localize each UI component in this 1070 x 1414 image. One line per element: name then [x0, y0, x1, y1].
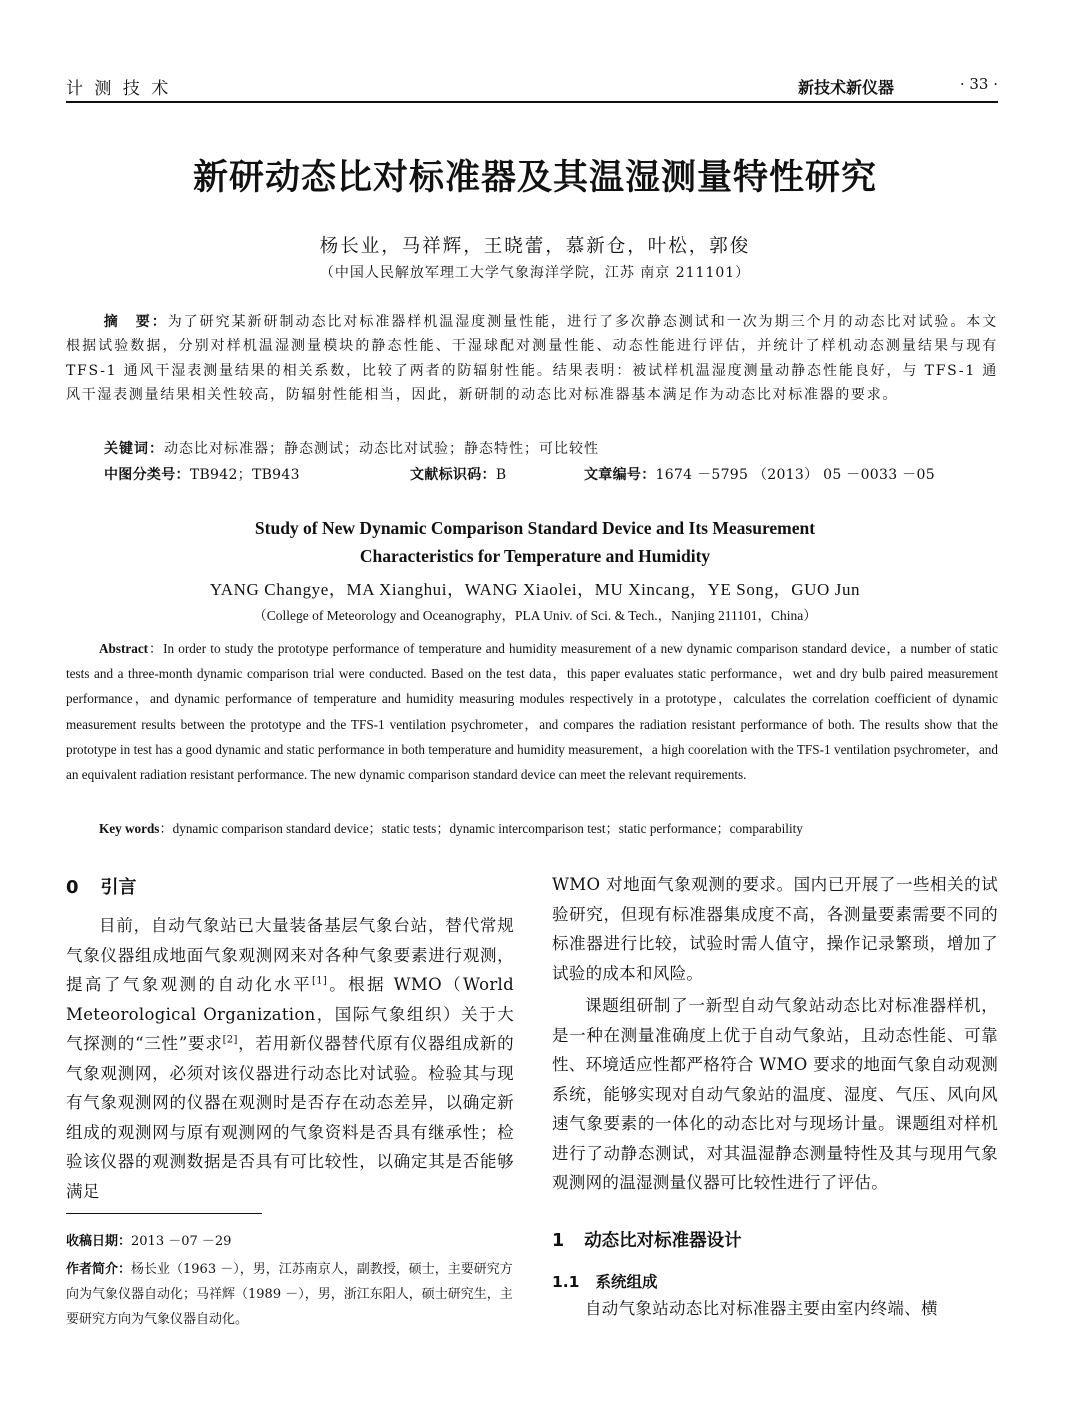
- authors-zh: 杨长业，马祥辉，王晓蕾，慕新仓，叶松，郭俊: [319, 236, 751, 257]
- received-date-label: 收稿日期：: [66, 1234, 132, 1249]
- section-1-number: 1: [552, 1231, 565, 1251]
- abstract-en-label: Abstract: [99, 641, 149, 656]
- abstract-zh-text: 为了研究某新研制动态比对标准器样机温湿度测量性能，进行了多次静态测试和一次为期三个月的动态比对试验。本文根据试验数据，分别对样机温湿测量模块的静态性能、干湿球配对测量性能、动态性能进行评估，并统计了样机动态测量结果与现有 TFS-1 通风干湿表测量结果的相关系数，比较了两者的防辐射性能。结果表明：被试样机温湿度测量动静态性能良好，与 TFS-1 通风干湿表测量结果相关性较高，防辐射性能相当，因此，新研制的动态比对标准器基本满足作为动态比对标准器的要求。: [66, 314, 998, 404]
- clc-value: TB942；TB943: [189, 467, 300, 483]
- keywords-zh-text: 动态比对标准器；静态测试；动态比对试验；静态特性；可比较性: [164, 441, 599, 457]
- right-paragraph-1: WMO 对地面气象观测的要求。国内已开展了一些相关的试验研究，但现有标准器集成度不高，各测量要素需要不同的标准器进行比较，试验时需人值守，操作记录繁琐，增加了试验的成本和风险。: [552, 875, 998, 983]
- running-header: [66, 74, 998, 100]
- subsection-1-1-text: 自动气象站动态比对标准器主要由室内终端、横: [585, 1299, 938, 1318]
- section-1-title: 动态比对标准器设计: [584, 1231, 742, 1251]
- received-date: 2013 －07 －29: [131, 1234, 232, 1249]
- right-paragraph-2: 课题组研制了一新型自动气象站动态比对标准器样机，是一种在测量准确度上优于自动气象站，且动态性能、可靠性、环境适应性都严格符合 WMO 要求的地面气象自动观测系统，能够实现对自动气象站的温度、湿度、气压、风向风速气象要素的一体化的动态比对与现场计量。课题组对样机进行了动静态测试，对其温湿静态测量特性及其与现用气象观测网的温湿测量仪器可比较性进行了评估。: [552, 996, 998, 1192]
- footnote-rule: [66, 1213, 262, 1214]
- subsection-1-1-heading: [552, 1270, 657, 1292]
- keywords-zh: [104, 437, 998, 461]
- affiliation-en: （College of Meteorology and Oceanography，PLA Univ. of Sci. & Tech.，Nanjing 211101，China）: [253, 608, 817, 623]
- footnote: [66, 1229, 516, 1332]
- keywords-en-text: ：dynamic comparison standard device；static tests；dynamic intercomparison test；static performance；comparability: [159, 821, 803, 836]
- section-0-paragraph-2: [552, 870, 998, 1198]
- authors-en: YANG Changye，MA Xianghui，WANG Xiaolei，MU Xincang，YE Song，GUO Jun: [209, 580, 861, 599]
- section-0-heading: [66, 873, 137, 899]
- abstract-en: [66, 636, 998, 787]
- clc-label: 中图分类号：: [104, 467, 190, 483]
- paper-title-en-line1: Study of New Dynamic Comparison Standard Device and Its Measurement: [254, 518, 816, 538]
- citation-2: [2]: [222, 1034, 238, 1046]
- article-no-label: 文章编号：: [584, 467, 656, 483]
- abstract-zh: [66, 310, 998, 408]
- section-name: 新技术新仪器: [798, 78, 895, 97]
- subsection-1-1-title: 系统组成: [595, 1273, 658, 1291]
- affiliation-zh: （中国人民解放军理工大学气象海洋学院，江苏 南京 211101）: [319, 265, 751, 281]
- classification-line: [104, 463, 998, 487]
- keywords-en: [66, 816, 998, 841]
- abstract-zh-label: 摘 要：: [103, 314, 168, 330]
- section-1-heading: [552, 1227, 742, 1252]
- subsection-1-1-number: 1.1: [552, 1273, 580, 1291]
- author-bio: 杨长业（1963 －），男，江苏南京人，副教授，硕士，主要研究方向为气象仪器自动化；马祥辉（1989 －），男，浙江东阳人，硕士研究生，主要研究方向为气象仪器自动化。: [66, 1262, 513, 1327]
- section-0-paragraph-1: 目前，自动气象站已大量装备基层气象台站，替代常规气象仪器组成地面气象观测网来对各种气象要素进行观测，提高了气象观测的自动化水平[1]。根据 WMO（World Meteorological Organization，国际气象组织）关于大气探测的“三性”要求[2]，若用新仪器替代原有仪器组成新的气象观测网，必须对该仪器进行动态比对试验。检验其与现有气象观测网的仪器在观测时是否存在动态差异，以确定新组成的观测网与原有观测网的气象资料是否具有继承性；检验该仪器的观测数据是否具有可比较性，以确定其是否能够满足: [66, 916, 514, 1201]
- paper-title-zh: 新研动态比对标准器及其温湿测量特性研究: [192, 158, 877, 198]
- citation-1: [1]: [312, 975, 328, 987]
- paper-title-en-line2: Characteristics for Temperature and Humidity: [359, 546, 711, 566]
- doc-code-label: 文献标识码：: [410, 467, 496, 483]
- abstract-en-text: ：In order to study the prototype performance of temperature and humidity measurement of a new dynamic comparison standard device，a number of static tests and a three-month dynamic comparison trial were conducted. Based on the test data，this paper evaluates static performance，wet and dry bulb paired measurement performance，and dynamic performance of temperature and humidity measuring modules respectively in a prototype，calculates the correlation coefficient of dynamic measurement results between the prototype and the TFS-1 ventilation psychrometer，and compares the radiation resistant performance of both. The results show that the prototype in test has a good dynamic and static performance in both temperature and humidity measurement，a high coorelation with the TFS-1 ventilation psychrometer，and an equivalent radiation resistant performance. The new dynamic comparison standard device can meet the relevant requirements.: [66, 641, 998, 783]
- article-no-value: 1674 －5795 （2013） 05 －0033 －05: [655, 467, 935, 483]
- page-number: · 33 ·: [959, 75, 998, 93]
- keywords-en-label: Key words: [99, 821, 160, 836]
- journal-name: 计 测 技 术: [66, 79, 172, 99]
- author-bio-label: 作者简介：: [66, 1262, 132, 1277]
- section-0-number: 0: [66, 877, 79, 898]
- keywords-zh-label: 关键词：: [104, 441, 164, 457]
- header-rule: [66, 101, 998, 103]
- doc-code-value: B: [495, 467, 507, 483]
- section-0-title: 引言: [100, 877, 137, 898]
